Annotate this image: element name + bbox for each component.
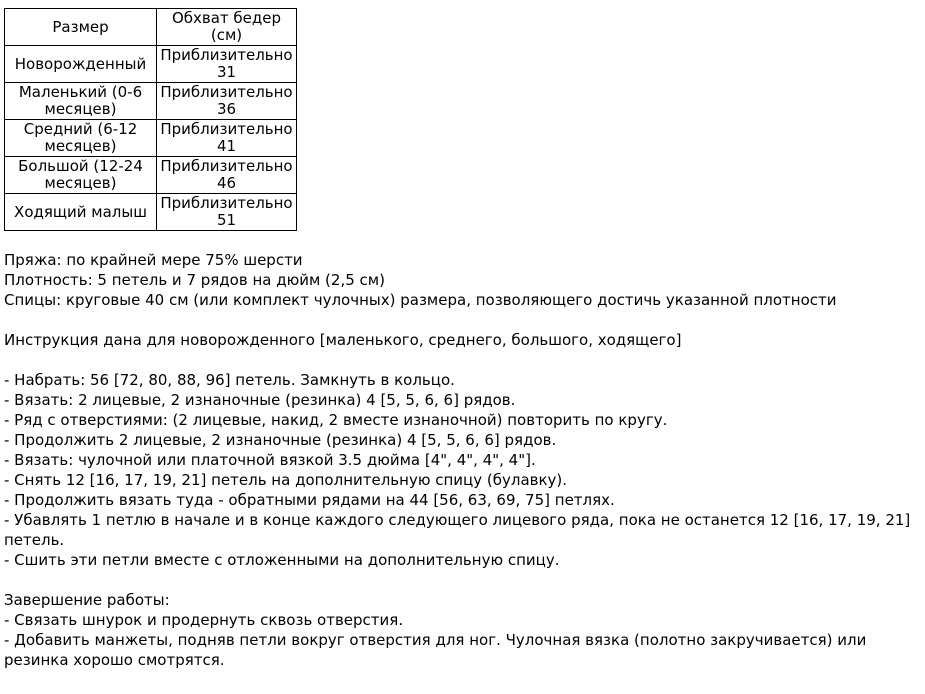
table-row: [5, 194, 297, 231]
step-eyelet-row: - Ряд с отверстиями: (2 лицевые, накид, 2 вместе изнаночной) повторить по кругу.: [4, 411, 668, 429]
table-row: [5, 157, 297, 194]
table-row: [5, 120, 297, 157]
step-body: - Вязать: чулочной или платочной вязкой 3.5 дюйма [4", 4", 4", 4"].: [4, 451, 536, 469]
header-size: Размер: [5, 9, 157, 46]
girth-cell: Приблизительно 31: [157, 46, 297, 83]
size-cell: Большой (12-24 месяцев): [5, 157, 157, 194]
header-hip-girth: Обхват бедер (см): [157, 9, 297, 46]
finishing-drawstring: - Связать шнурок и продернуть сквозь отверстия.: [4, 611, 404, 629]
finishing-title: Завершение работы:: [4, 591, 170, 609]
yarn-line: Пряжа: по крайней мере 75% шерсти: [4, 251, 303, 269]
table-header-row: [5, 9, 297, 46]
pattern-text: [4, 250, 919, 670]
size-cell: Ходящий малыш: [5, 194, 157, 231]
girth-cell: Приблизительно 46: [157, 157, 297, 194]
step-hold-stitches: - Снять 12 [16, 17, 19, 21] петель на дополнительную спицу (булавку).: [4, 471, 568, 489]
step-decrease: - Убавлять 1 петлю в начале и в конце каждого следующего лицевого ряда, пока не останется 12 [16, 17, 19, 21] петель.: [4, 511, 911, 549]
size-cell: Маленький (0-6 месяцев): [5, 83, 157, 120]
step-cast-on: - Набрать: 56 [72, 80, 88, 96] петель. Замкнуть в кольцо.: [4, 371, 455, 389]
size-cell: Новорожденный: [5, 46, 157, 83]
instruction-note: Инструкция дана для новорожденного [маленького, среднего, большого, ходящего]: [4, 331, 682, 349]
girth-cell: Приблизительно 41: [157, 120, 297, 157]
needles-line: Спицы: круговые 40 см (или комплект чулочных) размера, позволяющего достичь указанной плотности: [4, 291, 837, 309]
table-row: [5, 46, 297, 83]
girth-cell: Приблизительно 36: [157, 83, 297, 120]
size-cell: Средний (6-12 месяцев): [5, 120, 157, 157]
step-graft: - Сшить эти петли вместе с отложенными на дополнительную спицу.: [4, 551, 560, 569]
table-row: [5, 83, 297, 120]
step-rib: - Вязать: 2 лицевые, 2 изнаночные (резинка) 4 [5, 5, 6, 6] рядов.: [4, 391, 516, 409]
step-back-and-forth: - Продолжить вязать туда - обратными рядами на 44 [56, 63, 69, 75] петлях.: [4, 491, 615, 509]
girth-cell: Приблизительно 51: [157, 194, 297, 231]
size-table: [4, 8, 297, 231]
finishing-cuffs: - Добавить манжеты, подняв петли вокруг отверстия для ног. Чулочная вязка (полотно закручивается) или резинка хорошо смотрятся.: [4, 631, 867, 669]
step-rib-continue: - Продолжить 2 лицевые, 2 изнаночные (резинка) 4 [5, 5, 6, 6] рядов.: [4, 431, 557, 449]
gauge-line: Плотность: 5 петель и 7 рядов на дюйм (2,5 см): [4, 271, 385, 289]
